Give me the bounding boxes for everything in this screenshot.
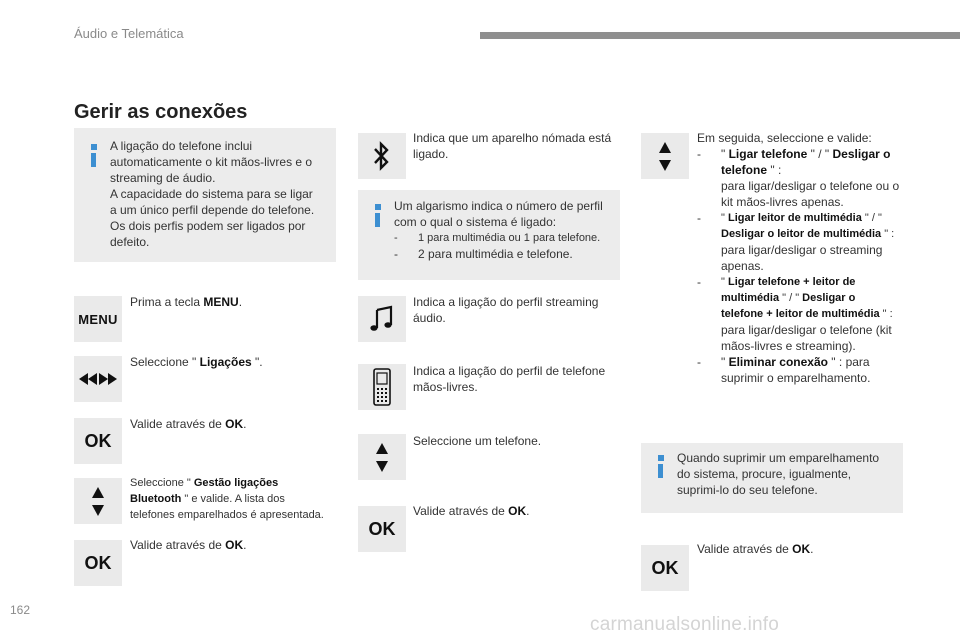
page-title: Gerir as conexões [74, 101, 248, 123]
section-title: Áudio e Telemática [74, 26, 184, 41]
info-icon [657, 455, 665, 478]
ok-key-label: OK [651, 557, 679, 578]
up-down-key [641, 133, 689, 179]
info-box-text: A ligação do telefone inclui automaticamente o kit mãos-livres e o streaming de áudio. A capacidade do sistema para se ligar a um único perfil depende do telefone. Os dois perfis podem ser ligados por defeito. [110, 139, 315, 249]
bluetooth-icon [372, 141, 392, 171]
info-box-connection [74, 128, 336, 262]
up-down-arrows-icon [659, 142, 671, 171]
info-box-text: Quando suprimir um emparelhamento do sistema, procure, igualmente, suprimi-lo do seu telefone. [677, 451, 880, 497]
info-box-text: Um algarismo indica o número de perfil com o qual o sistema é ligado: - 1 para multimédia ou 1 para telefone. - 2 para multimédia e telefone. [394, 199, 603, 261]
info-box-delete-pairing [641, 443, 903, 513]
ok-key [358, 506, 406, 552]
ok-key [74, 418, 122, 464]
up-down-arrows-icon [92, 487, 104, 516]
ok-key-label: OK [368, 518, 396, 539]
step-select-ligacoes: Seleccione " Ligações ". [130, 355, 263, 369]
menu-key [74, 296, 122, 342]
ok-key-label: OK [84, 430, 112, 451]
info-icon [90, 144, 98, 167]
step-validate-ok: Valide através de OK. [413, 504, 530, 518]
ok-key-label: OK [84, 552, 112, 573]
step-select-gestao: Seleccione " Gestão ligações Bluetooth " e valide. A lista dos telefones emparelhados é apresentada. [130, 477, 324, 521]
header-bar [480, 32, 960, 39]
mobile-phone-icon [371, 367, 393, 407]
phone-description: Indica a ligação do perfil de telefone mãos-livres. [413, 364, 606, 394]
bluetooth-description: Indica que um aparelho nómada está ligado. [413, 131, 612, 161]
up-down-arrows-icon [376, 443, 388, 472]
step-press-menu: Prima a tecla MENU. [130, 295, 243, 309]
step-validate-ok: Valide através de OK. [130, 538, 247, 552]
bluetooth-tile [358, 133, 406, 179]
step-select-phone: Seleccione um telefone. [413, 434, 542, 448]
music-tile [358, 296, 406, 342]
up-down-key [74, 478, 122, 524]
phone-tile [358, 364, 406, 410]
step-validate-ok: Valide através de OK. [697, 542, 814, 556]
info-icon [374, 204, 382, 227]
up-down-key [358, 434, 406, 480]
options-list: Em seguida, seleccione e valide: - " Ligar telefone " / " Desligar o telefone " : para ligar/desligar o telefone ou o kit mãos-livres apenas. - " Ligar leitor de multimédia " / " Desligar o leitor de multimédia " : para ligar/desligar o streaming apenas. - " Ligar telefone + leitor de multimédia " / " Desligar o telefone + leitor de multimédia " : para ligar/desligar o telefone (kit mãos-livres e streaming). - " Eliminar conexão " : para suprimir o emparelhamento. [697, 131, 900, 385]
watermark: carmanualsonline.info [590, 614, 780, 635]
page-number: 162 [10, 603, 31, 617]
seek-key [74, 356, 122, 402]
music-description: Indica a ligação do perfil streaming áudio. [413, 295, 599, 325]
ok-key [74, 540, 122, 586]
step-validate-ok: Valide através de OK. [130, 417, 247, 431]
menu-key-label: MENU [78, 311, 118, 327]
ok-key [641, 545, 689, 591]
info-box-profile-number [358, 190, 620, 280]
music-note-icon [367, 304, 397, 334]
seek-arrows-icon [79, 373, 117, 385]
